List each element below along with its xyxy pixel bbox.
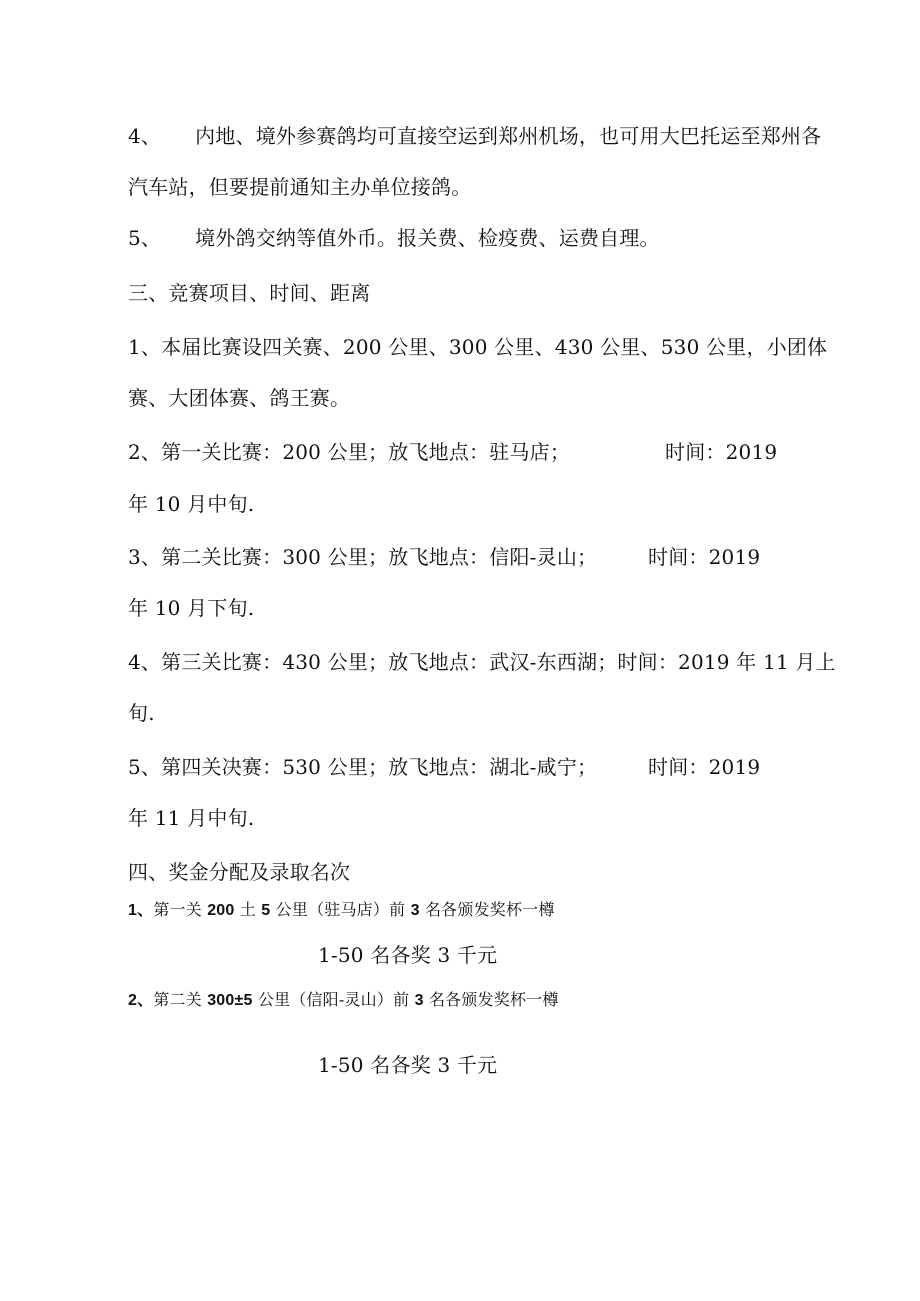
award-1-text-d: 名各颁发奖杯一樽 (419, 900, 555, 919)
item-5-number: 5、 (128, 226, 162, 250)
award-2-line (128, 990, 559, 1011)
s3-para-1-line-1: 1、本届比赛设四关赛、200 公里、300 公里、430 公里、530 公里，小团体 (128, 335, 828, 359)
award-2-text-a: 第二关 (153, 990, 208, 1009)
award-1-tolerance: 5 (261, 902, 271, 919)
item-5-text: 境外鸽交纳等值外币。报关费、检疫费、运费自理。 (195, 226, 660, 250)
award-2-text-b: 公里（信阳-灵山）前 (252, 990, 415, 1009)
s3-para-4-line-2: 旬. (128, 701, 155, 725)
award-1-text-c: 公里（驻马店）前 (270, 900, 411, 919)
s3-para-1-line-2: 赛、大团体赛、鸽王赛。 (128, 386, 351, 410)
s3-para-3-time: 时间：2019 (648, 545, 761, 569)
award-1-count: 3 (410, 902, 420, 919)
award-1-distance: 200 (207, 902, 235, 919)
award-2-number: 2、 (128, 992, 154, 1009)
s3-para-2-line-1: 2、第一关比赛：200 公里；放飞地点：驻马店； (128, 440, 571, 464)
s3-para-5-time: 时间：2019 (648, 755, 761, 779)
award-2-prize: 1-50 名各奖 3 千元 (318, 1053, 498, 1077)
award-1-text-a: 第一关 (153, 900, 208, 919)
section-4-heading: 四、奖金分配及录取名次 (128, 860, 351, 884)
item-4-text: 内地、境外参赛鸽均可直接空运到郑州机场，也可用大巴托运至郑州各 (195, 124, 822, 148)
award-1-text-b: 土 (234, 900, 262, 919)
item-5-line (128, 226, 660, 250)
award-2-text-c: 名各颁发奖杯一樽 (423, 990, 559, 1009)
item-4-number: 4、 (128, 124, 162, 148)
s3-para-5-line-1: 5、第四关决赛：530 公里；放飞地点：湖北-咸宁； (128, 755, 598, 779)
s3-para-5-line-2: 年 11 月中旬. (128, 806, 255, 830)
s3-para-3-line-1: 3、第二关比赛：300 公里；放飞地点：信阳-灵山； (128, 545, 598, 569)
s3-para-2-time: 时间：2019 (665, 440, 778, 464)
s3-para-4-line-1: 4、第三关比赛：430 公里；放飞地点：武汉-东西湖；时间：2019 年 11 月上 (128, 650, 836, 674)
item-4-line-2: 汽车站，但要提前通知主办单位接鸽。 (128, 175, 472, 199)
s3-para-3-line-2: 年 10 月下旬. (128, 596, 255, 620)
s3-para-2-line-2: 年 10 月中旬. (128, 492, 255, 516)
section-3-heading: 三、竞赛项目、时间、距离 (128, 281, 371, 305)
award-1-line (128, 900, 555, 921)
award-1-number: 1、 (128, 902, 154, 919)
award-1-prize: 1-50 名各奖 3 千元 (318, 943, 498, 967)
award-2-distance: 300±5 (207, 992, 253, 1009)
award-2-count: 3 (414, 992, 424, 1009)
item-4-line-1 (128, 124, 821, 148)
